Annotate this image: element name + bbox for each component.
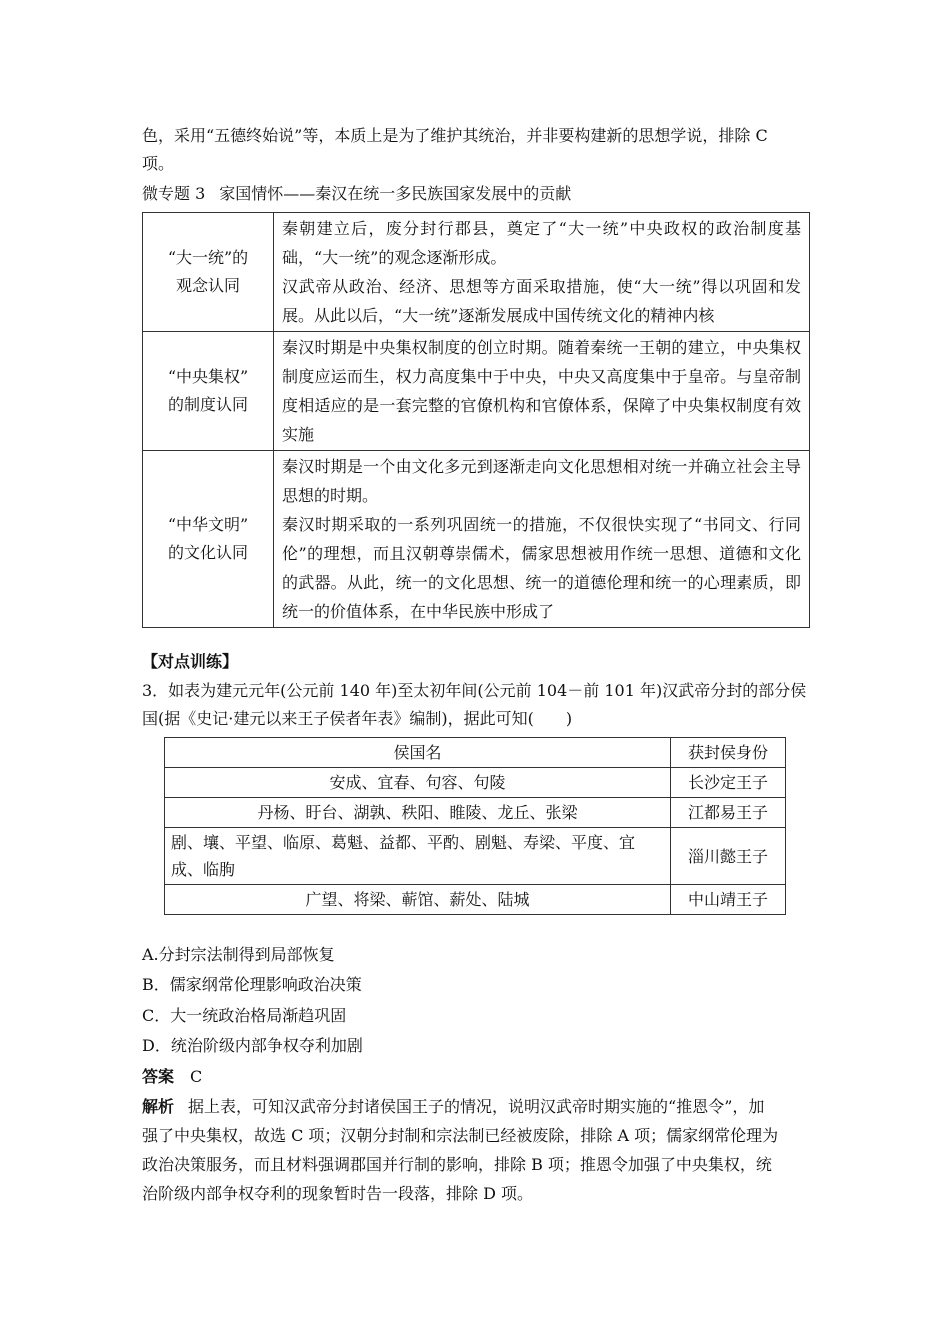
row-key-line: “中央集权”: [167, 367, 249, 386]
option-d: D．统治阶级内部争权夺利加剧: [142, 1036, 363, 1055]
topic-label: 微专题 3: [142, 184, 206, 203]
table-row: [143, 213, 810, 332]
cell-identity: 江都易王子: [671, 798, 786, 828]
question-line-2: 国(据《史记·建元以来王子侯者年表》编制)，据此可知( ): [142, 709, 573, 728]
option-b: B．儒家纲常伦理影响政治决策: [142, 975, 362, 994]
table-row: [143, 332, 810, 451]
row-key-line: 观念认同: [175, 276, 240, 295]
answer-value: C: [190, 1067, 203, 1086]
topic-title: 家国情怀——秦汉在统一多民族国家发展中的贡献: [219, 184, 572, 203]
row-paragraph: 秦汉时期是中央集权制度的创立时期。随着秦统一王朝的建立，中央集权制度应运而生，权力高度集中于中央，中央又高度集中于皇帝。与皇帝制度相适应的是一套完整的官僚机构和官僚体系，保障了中央集权制度有效实施: [282, 338, 801, 444]
analysis-line-4: 治阶级内部争权夺利的现象暂时告一段落，排除 D 项。: [142, 1184, 534, 1203]
table-row: [165, 768, 786, 798]
intro-line-2: 项。: [142, 154, 175, 173]
row-key: [143, 451, 274, 628]
answer-label: 答案: [142, 1067, 175, 1086]
concept-table: [142, 212, 810, 628]
row-content: [274, 213, 810, 332]
table-header-row: [165, 738, 786, 768]
question-line-1: 3．如表为建元元年(公元前 140 年)至太初年间(公元前 104－前 101 年)汉武帝分封的部分侯: [142, 681, 807, 700]
analysis-label: 解析: [142, 1097, 175, 1116]
option-a: A.分封宗法制得到局部恢复: [142, 945, 335, 964]
row-key-line: 的文化认同: [167, 543, 248, 562]
analysis-line-2: 强了中央集权，故选 C 项；汉朝分封制和宗法制已经被废除，排除 A 项；儒家纲常伦理为: [142, 1126, 779, 1145]
analysis-line-1: [142, 1093, 810, 1121]
topic-heading: [142, 180, 810, 208]
row-key: [143, 213, 274, 332]
table-row: [143, 451, 810, 628]
table-row: [165, 828, 786, 885]
practice-heading: 【对点训练】: [142, 652, 239, 671]
row-key-line: “中华文明”: [167, 515, 249, 534]
table-row: [165, 885, 786, 915]
table-row: [165, 798, 786, 828]
cell-names: 丹杨、盱台、湖孰、秩阳、睢陵、龙丘、张梁: [165, 798, 671, 828]
cell-names: 安成、宜春、句容、句陵: [165, 768, 671, 798]
analysis-line-3: 政治决策服务，而且材料强调郡国并行制的影响，排除 B 项；推恩令加强了中央集权，统: [142, 1155, 772, 1174]
row-key-line: 的制度认同: [167, 395, 248, 414]
header-identity: 获封侯身份: [671, 738, 786, 768]
row-paragraph: 汉武帝从政治、经济、思想等方面采取措施，使“大一统”得以巩固和发展。从此以后，“大一统”逐渐发展成中国传统文化的精神内核: [282, 277, 801, 325]
cell-identity: 淄川懿王子: [671, 828, 786, 885]
row-paragraph: 秦汉时期是一个由文化多元到逐渐走向文化思想相对统一并确立社会主导思想的时期。: [282, 457, 801, 505]
cell-identity: 中山靖王子: [671, 885, 786, 915]
cell-identity: 长沙定王子: [671, 768, 786, 798]
row-key: [143, 332, 274, 451]
row-paragraph: 秦汉时期采取的一系列巩固统一的措施，不仅很快实现了“书同文、行同伦”的理想，而且汉朝尊崇儒术，儒家思想被用作统一思想、道德和文化的武器。从此，统一的文化思想、统一的道德伦理和统一的心理素质，即统一的价值体系，在中华民族中形成了: [282, 515, 801, 621]
option-c: C．大一统政治格局渐趋巩固: [142, 1006, 347, 1025]
row-content: [274, 451, 810, 628]
answer-line: [142, 1063, 202, 1091]
cell-names: 广望、将梁、蕲馆、薪处、陆城: [165, 885, 671, 915]
fiefdom-table: [164, 737, 786, 915]
cell-names: 剧、壤、平望、临原、葛魁、益都、平酌、剧魁、寿梁、平度、宜成、临朐: [165, 828, 671, 885]
row-paragraph: 秦朝建立后，废分封行郡县，奠定了“大一统”中央政权的政治制度基础，“大一统”的观念逐渐形成。: [282, 219, 801, 267]
row-content: [274, 332, 810, 451]
intro-line-1: 色，采用“五德终始说”等，本质上是为了维护其统治，并非要构建新的思想学说，排除 C: [142, 126, 768, 145]
row-key-line: “大一统”的: [167, 248, 249, 267]
header-name: 侯国名: [165, 738, 671, 768]
analysis-text: 据上表，可知汉武帝分封诸侯国王子的情况，说明汉武帝时期实施的“推恩令”，加: [188, 1097, 765, 1116]
